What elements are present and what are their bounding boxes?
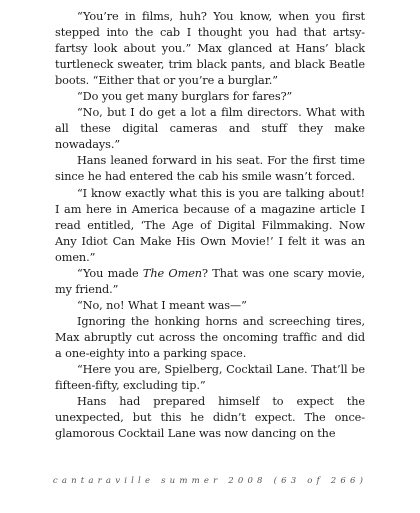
paragraph: “No, but I do get a lot a film directors. What with all these digital cameras and stuff they make nowadays.” xyxy=(55,106,365,152)
paragraph-text: “You made xyxy=(77,266,143,280)
paragraph-text: ? That was one scary movie, my friend.” xyxy=(55,266,365,296)
paragraph: “No, no! What I meant was—” xyxy=(77,298,247,312)
paragraph: Hans had prepared himself to expect the unexpected, but this he didn’t expect. The once-glamorous Cocktail Lane was now dancing on the xyxy=(55,395,365,441)
paragraph: “Here you are, Spielberg, Cocktail Lane. That’ll be fifteen-fifty, excluding tip.” xyxy=(55,363,365,393)
page-footer: cantaraville summer 2008 (63 of 266) xyxy=(52,476,368,486)
paragraph: “Do you get many burglars for fares?” xyxy=(77,90,293,104)
paragraph: “I know exactly what this is you are talking about! I am here in America because of a magazine article I read entitled, ‘The Age of Digital Filmmaking. Now Any Idiot Can Make His Own Movie!’ I felt it was an omen.” xyxy=(55,186,365,264)
paragraph xyxy=(55,266,365,298)
paragraph: Hans leaned forward in his seat. For the first time since he had entered the cab his smile wasn’t forced. xyxy=(55,154,365,184)
paragraph: Ignoring the honking horns and screeching tires, Max abruptly cut across the oncoming traffic and did a one-eighty into a parking space. xyxy=(55,314,365,360)
movie-title: The Omen xyxy=(142,266,202,280)
paragraph: “You’re in films, huh? You know, when you first stepped into the cab I thought you had that artsy-fartsy look about you.” Max glanced at Hans’ black turtleneck sweater, trim black pants, and black Beatle boots. “Either that or you’re a burglar.” xyxy=(55,10,365,88)
story-body xyxy=(55,9,365,442)
